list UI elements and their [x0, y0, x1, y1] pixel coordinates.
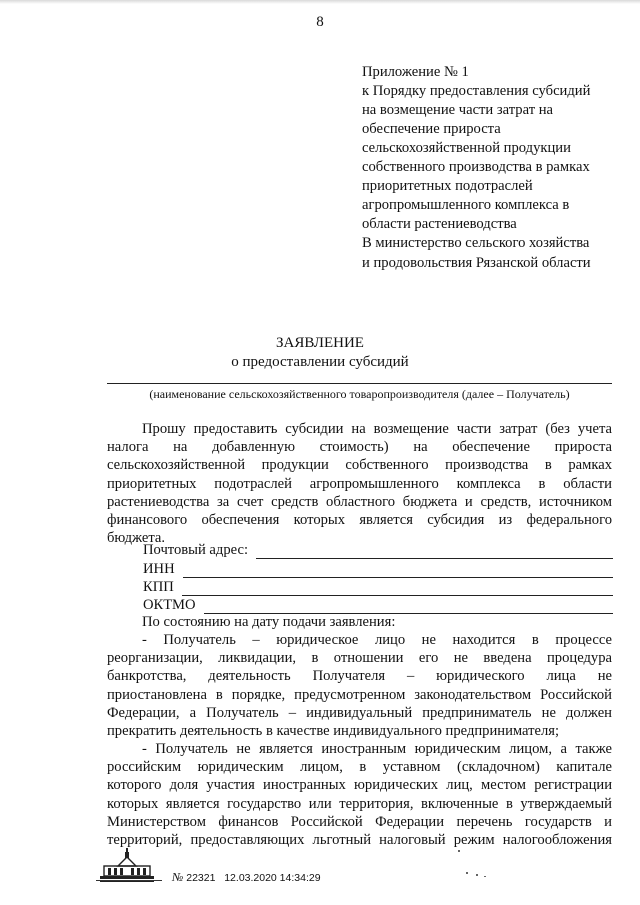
scan-speck	[458, 850, 460, 852]
request-paragraph	[107, 420, 612, 547]
postal-address-blank	[256, 545, 613, 559]
appendix-line: сельскохозяйственной продукции	[362, 140, 571, 156]
paragraph-line: - Получатель не является иностранным юридическим лицом, а также	[142, 741, 612, 757]
document-subtitle: о предоставлении субсидий	[231, 354, 409, 370]
paragraph-line: растениеводства за счет средств областного бюджета и средств, источником	[107, 493, 612, 510]
paragraph-line: банкротства, деятельность Получателя – юридического лица не	[107, 668, 612, 685]
appendix-line: Приложение № 1	[362, 64, 469, 80]
document-registration	[172, 870, 321, 885]
condition-1	[107, 631, 612, 740]
registration-number: 22321	[186, 872, 216, 884]
condition-2	[107, 740, 612, 849]
paragraph-line: которого доля участия иностранных юридических лиц, местом регистрации	[107, 777, 612, 794]
kpp-field	[143, 578, 613, 596]
document-title: ЗАЯВЛЕНИЕ	[276, 335, 364, 351]
addressee-line: и продовольствия Рязанской области	[362, 255, 591, 271]
paragraph-line: Федерации, а Получатель – индивидуальный предприниматель не должен	[107, 704, 612, 721]
appendix-line: области растениеводства	[362, 216, 517, 232]
paragraph-line: территорий, предоставляющих льготный налоговый режим налогообложения	[107, 832, 612, 849]
appendix-line: к Порядку предоставления субсидий	[362, 83, 591, 99]
oktmo-blank	[204, 600, 613, 614]
paragraph-line: бюджета.	[107, 530, 166, 547]
paragraph-line: Прошу предоставить субсидии на возмещение части затрат (без учета	[142, 421, 612, 437]
applicant-name-line	[107, 383, 612, 384]
scan-top-edge	[0, 0, 640, 4]
appendix-line: собственного производства в рамках	[362, 159, 590, 175]
kpp-label: КПП	[143, 579, 174, 595]
status-intro: По состоянию на дату подачи заявления:	[142, 614, 396, 630]
postal-address-field	[143, 541, 613, 559]
oktmo-label: ОКТМО	[143, 597, 196, 613]
paragraph-line: прекратить деятельность в качестве индивидуального предпринимателя;	[107, 723, 560, 740]
paragraph-line: финансового обеспечения которых является субсидия из федерального	[107, 512, 612, 529]
oktmo-field	[143, 596, 613, 614]
stamp-underline	[96, 878, 162, 881]
paragraph-line: которых является государство или территория, включенные в утверждаемый	[107, 795, 612, 812]
kpp-blank	[182, 582, 613, 596]
paragraph-line: сельскохозяйственной продукции собственного производства в рамках	[107, 457, 612, 474]
appendix-block	[362, 63, 622, 234]
paragraph-line: налога на добавленную стоимость) на обеспечение прироста	[107, 439, 612, 456]
appendix-line: обеспечение прироста	[362, 121, 501, 137]
addressee-line: В министерство сельского хозяйства	[362, 235, 590, 251]
addressee-block	[362, 233, 622, 273]
inn-blank	[183, 564, 613, 578]
inn-label: ИНН	[143, 561, 175, 577]
registration-datetime: 12.03.2020 14:34:29	[224, 872, 321, 884]
registration-mark: №	[172, 870, 184, 884]
scan-speck	[484, 876, 486, 877]
paragraph-line: - Получатель – юридическое лицо не находится в процессе	[142, 632, 612, 648]
appendix-line: приоритетных подотраслей	[362, 178, 533, 194]
postal-address-label: Почтовый адрес:	[143, 542, 249, 558]
scan-speck	[476, 874, 478, 876]
appendix-line: агропромышленного комплекса в	[362, 197, 570, 213]
paragraph-line: Министерством финансов Российской Федерации перечень государств и	[107, 813, 612, 830]
paragraph-line: приостановлена в порядке, предусмотренном законодательством Российской	[107, 686, 612, 703]
inn-field	[143, 560, 613, 578]
scan-speck	[466, 872, 468, 874]
paragraph-line: российским юридическим лицом, в уставном (складочном) капитале	[107, 759, 612, 776]
paragraph-line: реорганизации, ликвидации, в отношении его не введена процедура	[107, 650, 612, 667]
page-number: 8	[316, 14, 324, 30]
paragraph-line: приоритетных подотраслей агропромышленного комплекса в области	[107, 475, 612, 492]
appendix-line: на возмещение части затрат на	[362, 102, 554, 118]
applicant-caption: (наименование сельскохозяйственного товаропроизводителя (далее – Получатель)	[149, 387, 570, 401]
status-intro-block	[107, 613, 612, 631]
